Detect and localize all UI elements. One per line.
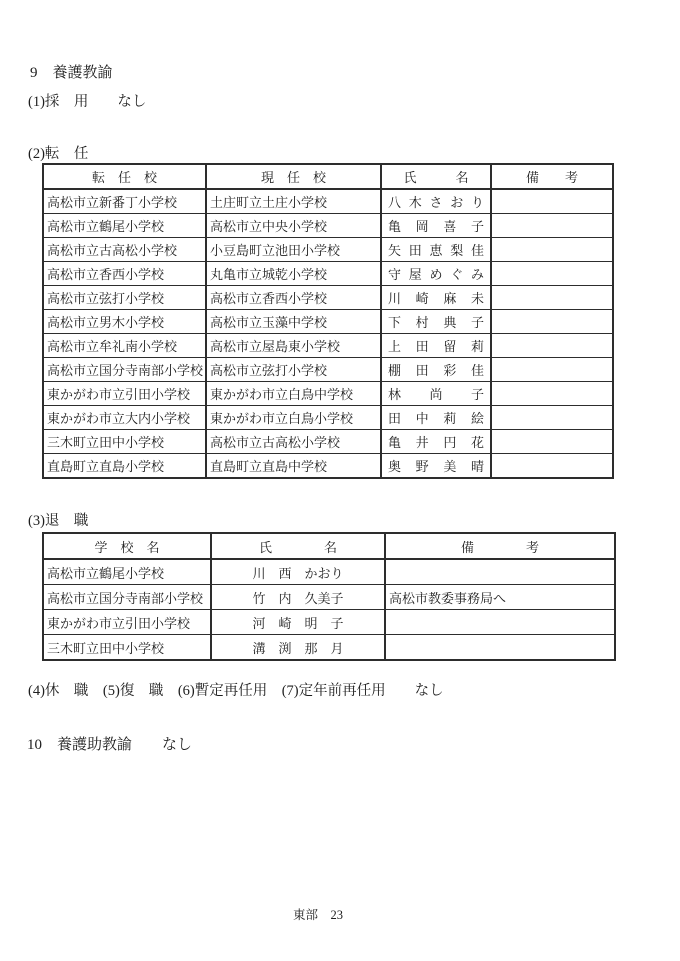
- table-row: [43, 635, 615, 661]
- current-school-cell: 土庄町立土庄小学校: [206, 189, 381, 214]
- table-row: [43, 454, 613, 479]
- transfer-table-header-row: [43, 164, 613, 189]
- current-school-cell: 東かがわ市立白鳥小学校: [206, 406, 381, 430]
- destination-school-cell: 高松市立鶴尾小学校: [43, 214, 206, 238]
- current-school-cell: 東かがわ市立白鳥中学校: [206, 382, 381, 406]
- name-cell: 奥 野 美 晴: [381, 454, 491, 479]
- name-cell: 棚 田 彩 佳: [381, 358, 491, 382]
- section-9-other-statuses-line: (4)休 職 (5)復 職 (6)暫定再任用 (7)定年前再任用 なし: [28, 683, 444, 699]
- remarks-cell: [491, 334, 613, 358]
- remarks-cell: [491, 406, 613, 430]
- section-10-heading: 10 養護助教諭 なし: [27, 737, 193, 753]
- current-school-cell: 高松市立古高松小学校: [206, 430, 381, 454]
- table-row: [43, 262, 613, 286]
- destination-school-cell: 高松市立男木小学校: [43, 310, 206, 334]
- section-9-transfer-heading: (2)転 任: [28, 146, 89, 162]
- remarks-cell: [491, 430, 613, 454]
- table-row: [43, 610, 615, 635]
- name-cell: 河 崎 明 子: [211, 610, 385, 635]
- table-row: [43, 559, 615, 585]
- destination-school-cell: 高松市立弦打小学校: [43, 286, 206, 310]
- col-header-remarks: 備 考: [491, 164, 613, 189]
- remarks-cell: [491, 262, 613, 286]
- remarks-cell: [491, 189, 613, 214]
- school-name-cell: 高松市立鶴尾小学校: [43, 559, 211, 585]
- table-row: [43, 382, 613, 406]
- current-school-cell: 高松市立玉藻中学校: [206, 310, 381, 334]
- destination-school-cell: 高松市立古高松小学校: [43, 238, 206, 262]
- table-row: [43, 334, 613, 358]
- col-header-name: 氏 名: [211, 533, 385, 559]
- name-cell: 守 屋 め ぐ み: [381, 262, 491, 286]
- school-name-cell: 三木町立田中小学校: [43, 635, 211, 661]
- remarks-cell: [491, 358, 613, 382]
- table-row: [43, 286, 613, 310]
- remarks-cell: 高松市教委事務局へ: [385, 585, 615, 610]
- remarks-cell: [491, 454, 613, 479]
- col-header-destination-school: 転 任 校: [43, 164, 206, 189]
- transfer-table: [42, 163, 614, 479]
- destination-school-cell: 三木町立田中小学校: [43, 430, 206, 454]
- remarks-cell: [491, 310, 613, 334]
- table-row: [43, 430, 613, 454]
- name-cell: 川 崎 麻 未: [381, 286, 491, 310]
- retire-table-header-row: [43, 533, 615, 559]
- col-header-current-school: 現 任 校: [206, 164, 381, 189]
- name-cell: 矢 田 恵 梨 佳: [381, 238, 491, 262]
- school-name-cell: 高松市立国分寺南部小学校: [43, 585, 211, 610]
- section-9-adoption-line: (1)採 用 なし: [28, 94, 147, 110]
- school-name-cell: 東かがわ市立引田小学校: [43, 610, 211, 635]
- destination-school-cell: 高松市立新番丁小学校: [43, 189, 206, 214]
- table-row: [43, 189, 613, 214]
- table-row: [43, 406, 613, 430]
- retire-table: [42, 532, 616, 661]
- destination-school-cell: 直島町立直島小学校: [43, 454, 206, 479]
- col-header-school-name: 学 校 名: [43, 533, 211, 559]
- table-row: [43, 238, 613, 262]
- col-header-name: 氏 名: [381, 164, 491, 189]
- name-cell: 亀 岡 喜 子: [381, 214, 491, 238]
- destination-school-cell: 高松市立香西小学校: [43, 262, 206, 286]
- remarks-cell: [491, 382, 613, 406]
- name-cell: 溝 渕 那 月: [211, 635, 385, 661]
- page-footer: 東部 23: [292, 908, 343, 922]
- remarks-cell: [491, 238, 613, 262]
- name-cell: 亀 井 円 花: [381, 430, 491, 454]
- current-school-cell: 小豆島町立池田小学校: [206, 238, 381, 262]
- destination-school-cell: 高松市立牟礼南小学校: [43, 334, 206, 358]
- remarks-cell: [491, 214, 613, 238]
- name-cell: 竹 内 久美子: [211, 585, 385, 610]
- col-header-remarks: 備 考: [385, 533, 615, 559]
- remarks-cell: [385, 559, 615, 585]
- current-school-cell: 直島町立直島中学校: [206, 454, 381, 479]
- current-school-cell: 高松市立中央小学校: [206, 214, 381, 238]
- name-cell: 下 村 典 子: [381, 310, 491, 334]
- name-cell: 上 田 留 莉: [381, 334, 491, 358]
- table-row: [43, 214, 613, 238]
- current-school-cell: 高松市立屋島東小学校: [206, 334, 381, 358]
- destination-school-cell: 東かがわ市立大内小学校: [43, 406, 206, 430]
- current-school-cell: 丸亀市立城乾小学校: [206, 262, 381, 286]
- remarks-cell: [385, 610, 615, 635]
- table-row: [43, 585, 615, 610]
- destination-school-cell: 高松市立国分寺南部小学校: [43, 358, 206, 382]
- current-school-cell: 高松市立弦打小学校: [206, 358, 381, 382]
- table-row: [43, 310, 613, 334]
- name-cell: 田 中 莉 絵: [381, 406, 491, 430]
- remarks-cell: [385, 635, 615, 661]
- name-cell: 林 尚 子: [381, 382, 491, 406]
- name-cell: 川 西 かおり: [211, 559, 385, 585]
- section-9-retire-heading: (3)退 職: [28, 513, 89, 529]
- current-school-cell: 高松市立香西小学校: [206, 286, 381, 310]
- destination-school-cell: 東かがわ市立引田小学校: [43, 382, 206, 406]
- section-9-heading: 9 養護教諭: [30, 65, 113, 81]
- name-cell: 八 木 さ お り: [381, 189, 491, 214]
- remarks-cell: [491, 286, 613, 310]
- table-row: [43, 358, 613, 382]
